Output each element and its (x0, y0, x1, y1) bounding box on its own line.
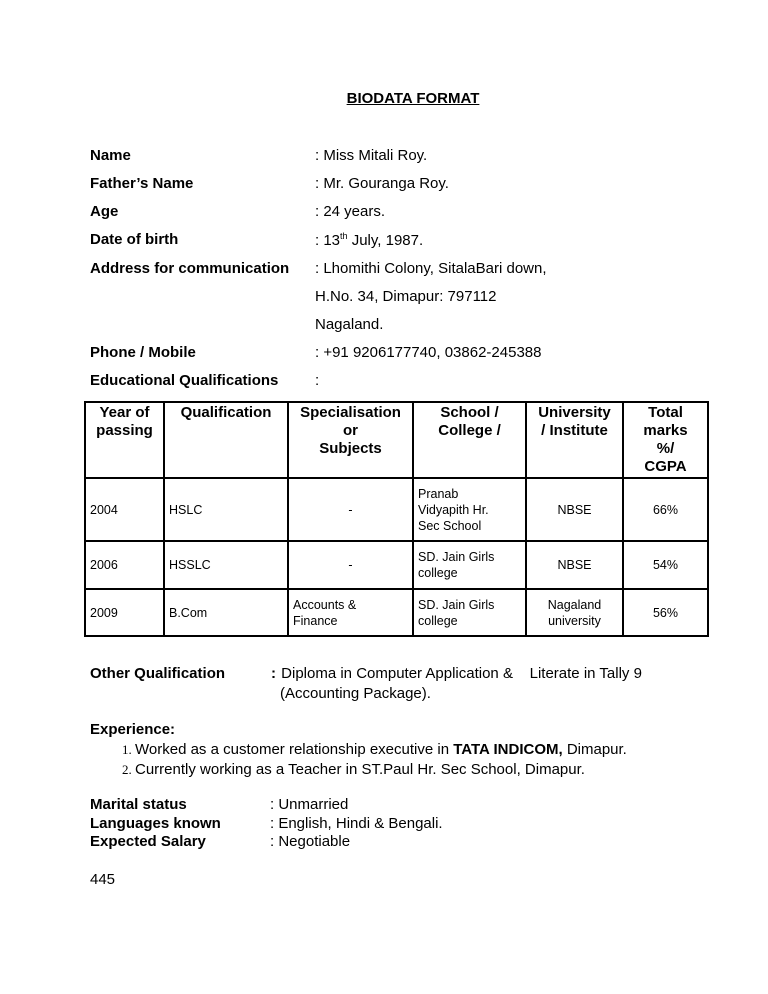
cell-qualification: HSLC (164, 478, 288, 541)
other-qualification-line-1: Diploma in Computer Application & Literate in Tally 9 (277, 665, 642, 682)
dob-label: Date of birth (90, 231, 179, 248)
marital-status-label: Marital status (90, 796, 187, 813)
marital-status-value: : Unmarried (270, 796, 349, 813)
list-item: 2. Currently working as a Teacher in ST.Paul Hr. Sec School, Dimapur. (135, 760, 627, 780)
dob-value: : 13th July, 1987. (315, 231, 424, 249)
experience-heading: Experience: (90, 721, 176, 738)
cell-marks: 56% (623, 589, 708, 636)
other-qualification-line-2: (Accounting Package). (280, 685, 431, 702)
father-name-label: Father’s Name (90, 175, 194, 192)
other-qualification (90, 665, 642, 702)
table-row (85, 589, 708, 636)
address-line-1: : Lhomithi Colony, SitalaBari down, (315, 260, 547, 277)
cell-university: NBSE (526, 541, 623, 589)
header-qualification: Qualification (164, 402, 288, 478)
table-header-row (85, 402, 708, 478)
table-row (85, 541, 708, 589)
phone-label: Phone / Mobile (90, 344, 196, 361)
address-line-2: H.No. 34, Dimapur: 797112 (315, 288, 497, 305)
header-university: University / Institute (526, 402, 623, 478)
experience-list (90, 740, 627, 780)
table-row (85, 478, 708, 541)
header-year: Year of passing (85, 402, 164, 478)
cell-qualification: HSSLC (164, 541, 288, 589)
cell-university: NBSE (526, 478, 623, 541)
cell-year: 2004 (85, 478, 164, 541)
cell-school: SD. Jain Girls college (413, 589, 526, 636)
other-qualification-label: Other Qualification (90, 665, 226, 682)
header-total-marks: Total marks %/ CGPA (623, 402, 708, 478)
qualifications-table (84, 401, 709, 637)
page-title: BIODATA FORMAT (346, 90, 480, 107)
languages-label: Languages known (90, 815, 221, 832)
education-colon: : (315, 372, 320, 389)
name-label: Name (90, 147, 131, 164)
cell-qualification: B.Com (164, 589, 288, 636)
page-number: 445 (90, 871, 116, 888)
header-school: School / College / (413, 402, 526, 478)
cell-school: SD. Jain Girls college (413, 541, 526, 589)
cell-specialisation: - (288, 478, 413, 541)
cell-marks: 66% (623, 478, 708, 541)
cell-specialisation: - (288, 541, 413, 589)
cell-university: Nagaland university (526, 589, 623, 636)
list-item: 1. Worked as a customer relationship executive in TATA INDICOM, Dimapur. (135, 740, 627, 760)
father-name-value: : Mr. Gouranga Roy. (315, 175, 449, 192)
header-specialisation: Specialisation or Subjects (288, 402, 413, 478)
cell-year: 2009 (85, 589, 164, 636)
cell-school: Pranab Vidyapith Hr. Sec School (413, 478, 526, 541)
cell-marks: 54% (623, 541, 708, 589)
education-label: Educational Qualifications (90, 372, 279, 389)
cell-year: 2006 (85, 541, 164, 589)
languages-value: : English, Hindi & Bengali. (270, 815, 443, 832)
address-label: Address for communication (90, 260, 290, 277)
name-value: : Miss Mitali Roy. (315, 147, 428, 164)
phone-value: : +91 9206177740, 03862-245388 (315, 344, 542, 361)
cell-specialisation: Accounts & Finance (288, 589, 413, 636)
age-label: Age (90, 203, 119, 220)
other-qualification-colon: : (271, 665, 276, 682)
salary-label: Expected Salary (90, 833, 206, 850)
age-value: : 24 years. (315, 203, 386, 220)
address-line-3: Nagaland. (315, 316, 384, 333)
salary-value: : Negotiable (270, 833, 351, 850)
